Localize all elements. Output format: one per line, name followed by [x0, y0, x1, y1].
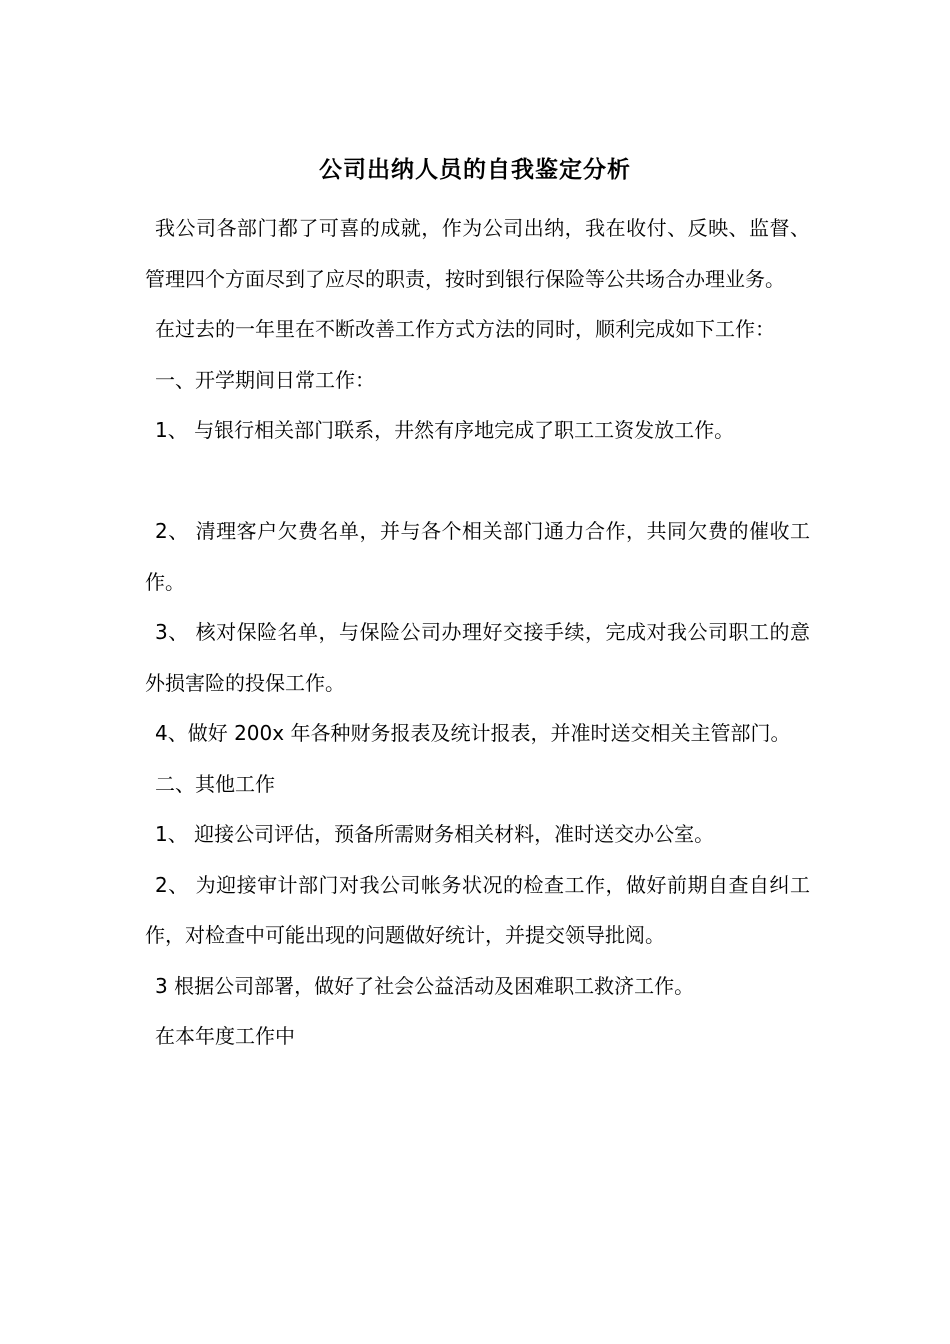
document-body	[145, 203, 810, 1062]
list-item-4: 4、做好 200x 年各种财务报表及统计报表，并准时送交相关主管部门。	[155, 721, 791, 745]
paragraph-summary: 在过去的一年里在不断改善工作方式方法的同时，顺利完成如下工作：	[155, 317, 775, 341]
other-item-1: 1、 迎接公司评估，预备所需财务相关材料，准时送交办公室。	[155, 822, 715, 846]
section-heading-other-work: 二、其他工作	[155, 771, 275, 796]
paragraph-closing: 在本年度工作中	[155, 1024, 295, 1048]
other-item-3: 3 根据公司部署，做好了社会公益活动及困难职工救济工作。	[155, 973, 695, 998]
list-item-2: 2、 清理客户欠费名单，并与各个相关部门通力合作，共同欠费的催收工作。	[145, 519, 810, 594]
paragraph-intro: 我公司各部门都了可喜的成就，作为公司出纳，我在收付、反映、监督、管理四个方面尽到了应尽的职责，按时到银行保险等公共场合办理业务。	[145, 216, 810, 291]
list-item-3: 3、 核对保险名单，与保险公司办理好交接手续，完成对我公司职工的意外损害险的投保工作。	[145, 620, 810, 695]
blank-line	[145, 456, 810, 507]
section-heading-daily-work: 一、开学期间日常工作：	[155, 367, 375, 392]
list-item-1: 1、 与银行相关部门联系，井然有序地完成了职工工资发放工作。	[155, 418, 735, 442]
document-title: 公司出纳人员的自我鉴定分析	[319, 157, 631, 183]
other-item-2: 2、 为迎接审计部门对我公司帐务状况的检查工作，做好前期自查自纠工作，对检查中可能出现的问题做好统计，并提交领导批阅。	[145, 872, 810, 947]
